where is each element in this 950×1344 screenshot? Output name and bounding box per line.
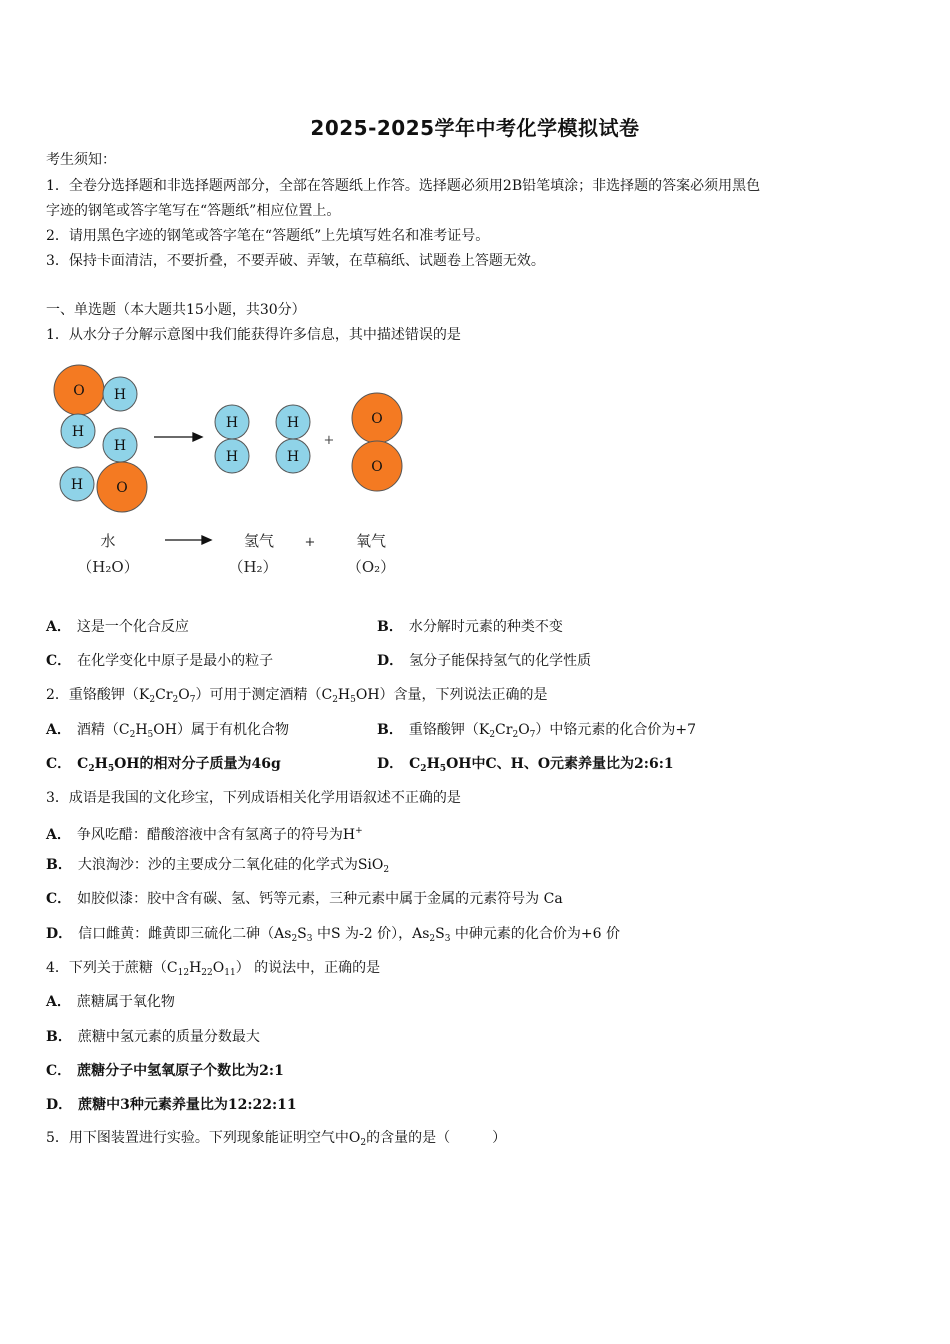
atom-label: O (371, 459, 383, 475)
notice-heading: 考生须知： (46, 152, 116, 168)
q4-option-a[interactable]: A． 蔗糖属于氧化物 (46, 994, 175, 1010)
q3-option-b[interactable]: B． 大浪淘沙：沙的主要成分二氧化硅的化学式为SiO$_2$ (46, 857, 390, 875)
question-1-stem: 1．从水分子分解示意图中我们能获得许多信息，其中描述错误的是 (46, 327, 461, 343)
oxygen-label: 氧气 (355, 532, 387, 550)
q2-option-a[interactable]: A． 酒精$(C_2H_5OH)$属于有机化合物 (46, 722, 289, 740)
atom-label: O (371, 411, 383, 427)
reaction-arrow-icon (154, 433, 202, 441)
water-decomposition-diagram (40, 358, 440, 588)
atom-label: H (286, 449, 300, 465)
oxygen-formula: （O₂） (346, 558, 396, 576)
q2-option-c[interactable]: C． $C_2H_5OH$的相对分子质量为46g (46, 756, 281, 774)
q1-option-d[interactable]: D． 氢分子能保持氢气的化学性质 (377, 653, 592, 669)
notice-item-1-cont: 字迹的钢笔或答字笔写在“答题纸”相应位置上。 (46, 203, 341, 219)
notice-item-1: 1．全卷分选择题和非选择题两部分，全部在答题纸上作答。选择题必须用2B铅笔填涂；非选择题的答案必须用黑色 (46, 178, 761, 194)
notice-item-3: 3．保持卡面清洁，不要折叠，不要弄破、弄皱，在草稿纸、试题卷上答题无效。 (46, 253, 545, 269)
question-3-stem: 3．成语是我国的文化珍宝，下列成语相关化学用语叙述不正确的是 (46, 790, 461, 806)
atom-label: O (73, 383, 85, 399)
q4-option-b[interactable]: B． 蔗糖中氢元素的质量分数最大 (46, 1029, 260, 1045)
q4-option-c[interactable]: C． 蔗糖分子中氢氧原子个数比为2:1 (46, 1063, 284, 1079)
q2-option-b[interactable]: B． 重铬酸钾$(K_2Cr_2O_7)$中铬元素的化合价为+7 (377, 722, 697, 740)
q3-option-c[interactable]: C． 如胶似漆：胶中含有碳、氢、钙等元素，三种元素中属于金属的元素符号为 Ca (46, 891, 563, 907)
atom-label: H (225, 449, 239, 465)
q1-option-a[interactable]: A． 这是一个化合反应 (46, 619, 189, 635)
question-4-stem: 4．下列关于蔗糖$(C_{12}H_{22}O_{11})$ 的说法中，正确的是 (46, 960, 381, 978)
water-formula: （H₂O） (77, 558, 139, 576)
q1-option-c[interactable]: C． 在化学变化中原子是最小的粒子 (46, 653, 274, 669)
atom-label: O (116, 480, 128, 496)
question-5-stem: 5．用下图装置进行实验。下列现象能证明空气中$O_2$的含量的是（ ） (46, 1130, 507, 1148)
reaction-arrow-icon (165, 536, 211, 544)
q4-option-d[interactable]: D． 蔗糖中3种元素养量比为12:22:11 (46, 1097, 297, 1113)
q3-option-a[interactable]: A． 争风吃醋：醋酸溶液中含有氢离子的符号为H+ (46, 826, 363, 843)
page-title: 2025-2025学年中考化学模拟试卷 (310, 116, 640, 140)
water-label: 水 (100, 532, 116, 550)
section-heading: 一、单选题（本大题共15小题，共30分） (46, 302, 306, 318)
hydrogen-formula: （H₂） (228, 558, 278, 576)
plus-sign: + (304, 535, 316, 550)
q3-option-d[interactable]: D． 信口雌黄：雌黄即三硫化二砷（$As_2S_3$ 中S 为-2 价），$As_2S_3$ 中砷元素的化合价为+6 价 (46, 926, 620, 944)
atom-label: H (71, 424, 85, 440)
hydrogen-label: 氢气 (243, 532, 275, 550)
plus-sign: + (323, 433, 335, 448)
notice-item-2: 2．请用黑色字迹的钢笔或答字笔在“答题纸”上先填写姓名和准考证号。 (46, 228, 490, 244)
atom-label: H (286, 415, 300, 431)
atom-label: H (113, 387, 127, 403)
q2-option-d[interactable]: D． $C_2H_5OH$中C、H、O元素养量比为2:6:1 (377, 756, 674, 774)
question-2-stem: 2．重铬酸钾$(K_2Cr_2O_7)$可用于测定酒精$(C_2H_5OH)$含量，下列说法正确的是 (46, 687, 548, 705)
atom-label: H (70, 477, 84, 493)
atom-label: H (113, 438, 127, 454)
atom-label: H (225, 415, 239, 431)
q1-option-b[interactable]: B． 水分解时元素的种类不变 (377, 619, 563, 635)
